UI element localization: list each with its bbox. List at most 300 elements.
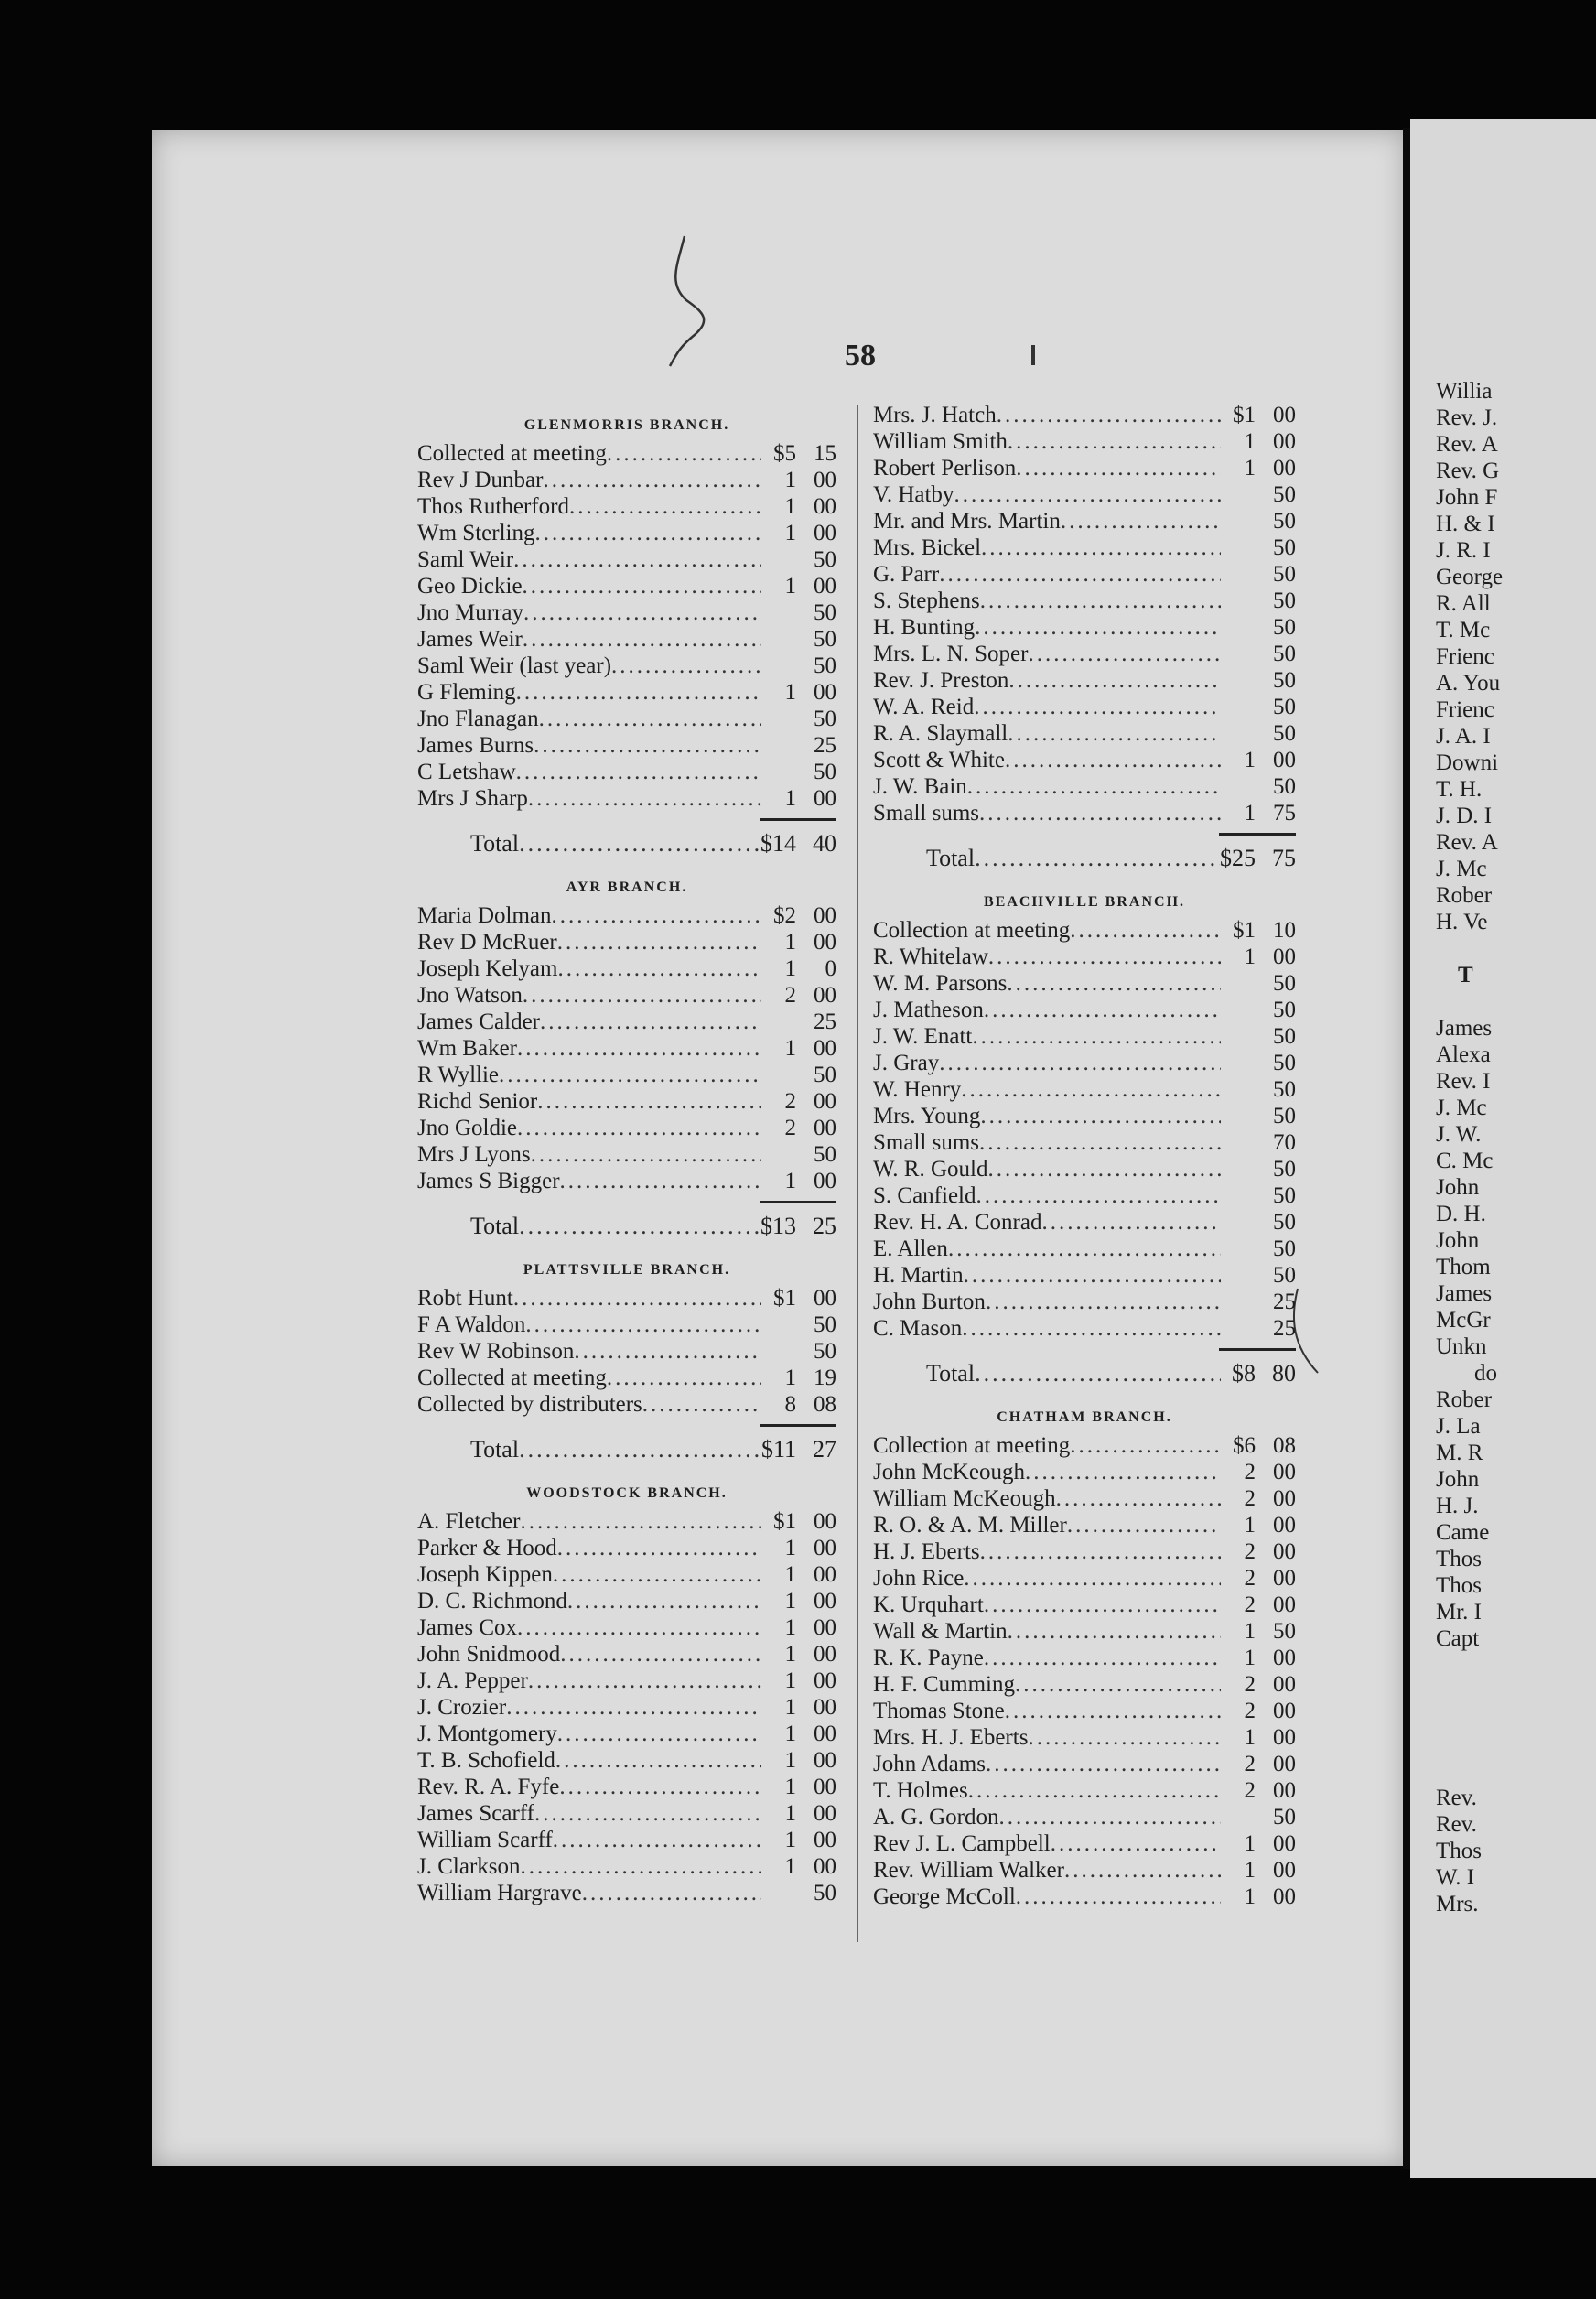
entry-cents: 70: [1273, 1130, 1296, 1155]
entry-name: R. A. Slaymall: [873, 721, 1008, 746]
entry-cents: 00: [1273, 1592, 1296, 1617]
entry-cents: 50: [1273, 721, 1296, 746]
entry-dollars: 1: [784, 1642, 796, 1667]
leader-dots: [979, 1130, 1221, 1156]
list-item: [873, 482, 1296, 509]
entry-cents: 00: [1273, 1672, 1296, 1697]
entry-name: Mrs. H. J. Eberts: [873, 1725, 1029, 1750]
facing-page-fragment: C. Mc: [1436, 1149, 1494, 1173]
entry-name: George McColl: [873, 1884, 1016, 1909]
list-item: [873, 1699, 1296, 1725]
list-item: [873, 1539, 1296, 1566]
leader-dots: [569, 494, 761, 520]
entry-dollars: 1: [784, 930, 796, 955]
leader-dots: [988, 944, 1221, 970]
entry-name: Jno Watson: [417, 983, 523, 1008]
entry-name: E. Allen: [873, 1236, 948, 1261]
entry-name: James Calder: [417, 1009, 540, 1034]
entry-name: Mrs J Lyons: [417, 1142, 531, 1167]
entry-name: J. W. Bain: [873, 774, 967, 799]
entry-cents: 00: [814, 983, 836, 1008]
entry-dollars: 1: [1244, 1858, 1256, 1883]
entry-name: William Smith: [873, 429, 1008, 454]
total-dollars: $25: [1220, 845, 1256, 871]
list-item: [417, 1036, 836, 1063]
entry-name: Maria Dolman: [417, 903, 552, 928]
facing-page-fragment: Thos: [1436, 1839, 1482, 1863]
section-title: AYR BRANCH.: [566, 880, 688, 895]
leader-dots: [499, 1063, 761, 1088]
entry-dollars: $1: [1233, 918, 1256, 943]
entry-name: Collected at meeting: [417, 1365, 607, 1390]
entry-name: Mrs. Young: [873, 1104, 981, 1128]
entry-cents: 50: [814, 653, 836, 678]
entry-name: Collected by distributers: [417, 1392, 642, 1417]
entry-cents: 75: [1273, 801, 1296, 826]
entry-name: V. Hatby: [873, 482, 954, 507]
leader-dots: [980, 1539, 1221, 1565]
list-item: [417, 1089, 836, 1116]
entry-cents: 50: [1273, 615, 1296, 640]
total-label: Total: [470, 830, 520, 857]
facing-page-fragment: Rev. A: [1436, 830, 1498, 855]
entry-name: Jno Flanagan: [417, 707, 539, 731]
facing-page-fragment: Frienc: [1436, 697, 1494, 722]
total-row: [417, 825, 836, 870]
leader-dots: [553, 1562, 761, 1588]
leader-dots: [519, 1213, 760, 1240]
entry-cents: 50: [1273, 1619, 1296, 1644]
total-dollars: $8: [1232, 1360, 1256, 1387]
entry-cents: 50: [1273, 509, 1296, 534]
entry-cents: 00: [814, 1509, 836, 1534]
list-item: [873, 971, 1296, 998]
entry-name: T. Holmes: [873, 1778, 968, 1803]
entry-cents: 00: [814, 1169, 836, 1193]
facing-page-fragment: Thos: [1436, 1573, 1482, 1598]
entry-cents: 50: [814, 1312, 836, 1337]
leader-dots: [975, 845, 1220, 872]
list-item: [873, 1831, 1296, 1858]
entry-name: Jno Goldie: [417, 1116, 518, 1140]
leader-dots: [1016, 456, 1221, 481]
list-item: [873, 1316, 1296, 1343]
entry-dollars: 2: [1244, 1699, 1256, 1723]
list-item: [873, 695, 1296, 721]
list-item: [417, 574, 836, 600]
entry-cents: 00: [814, 468, 836, 492]
entry-name: D. C. Richmond: [417, 1589, 567, 1614]
list-item: [417, 653, 836, 680]
list-item: [873, 1263, 1296, 1290]
entry-name: T. B. Schofield: [417, 1748, 555, 1773]
entry-name: W. Henry: [873, 1077, 962, 1102]
entry-name: A. G. Gordon: [873, 1805, 999, 1829]
entry-cents: 00: [1273, 1646, 1296, 1670]
entry-dollars: $6: [1233, 1433, 1256, 1458]
leader-dots: [557, 930, 761, 955]
pencil-mark-squiggle: [641, 229, 732, 375]
leader-dots: [523, 600, 761, 626]
leader-dots: [1005, 748, 1221, 773]
entry-cents: 00: [1273, 429, 1296, 454]
list-item: [873, 1884, 1296, 1911]
entry-cents: 50: [1273, 1077, 1296, 1102]
leader-dots: [986, 1290, 1221, 1315]
entry-name: Rev D McRuer: [417, 930, 557, 955]
facing-page-fragment: Rev.: [1436, 1812, 1477, 1837]
facing-page-fragment: Rev. I: [1436, 1069, 1491, 1094]
list-item: [873, 1024, 1296, 1051]
entry-cents: 00: [1273, 1486, 1296, 1511]
leader-dots: [540, 1009, 761, 1035]
list-item: [873, 1566, 1296, 1592]
entry-cents: 50: [1273, 998, 1296, 1022]
facing-page-fragment: J. A. I: [1436, 724, 1491, 749]
entry-cents: 10: [1273, 918, 1296, 943]
leader-dots: [523, 983, 761, 1009]
entry-name: John McKeough: [873, 1460, 1025, 1484]
leader-dots: [954, 482, 1221, 508]
entry-dollars: 1: [1244, 944, 1256, 969]
leader-dots: [961, 1077, 1221, 1103]
facing-page-fragment: T. H.: [1436, 777, 1483, 802]
entry-name: William McKeough: [873, 1486, 1056, 1511]
leader-dots: [975, 615, 1221, 641]
entry-dollars: 1: [1244, 1513, 1256, 1538]
list-item: [417, 600, 836, 627]
leader-dots: [534, 1801, 761, 1827]
list-item: [417, 1562, 836, 1589]
entry-name: James S Bigger: [417, 1169, 560, 1193]
leader-dots: [513, 1286, 761, 1311]
entry-cents: 00: [1273, 1566, 1296, 1591]
facing-page-fragment: Rev. J.: [1436, 405, 1498, 430]
leader-dots: [1051, 1831, 1221, 1857]
entry-name: James Scarff: [417, 1801, 534, 1826]
entry-name: A. Fletcher: [417, 1509, 521, 1534]
entry-dollars: 1: [784, 1589, 796, 1614]
entry-name: Collection at meeting: [873, 1433, 1071, 1458]
leader-dots: [528, 786, 761, 812]
entry-name: James Burns: [417, 733, 534, 758]
leader-dots: [1025, 1460, 1221, 1485]
entry-cents: 50: [814, 600, 836, 625]
section-title: CHATHAM BRANCH.: [997, 1409, 1172, 1425]
leader-dots: [543, 468, 761, 493]
blank-line: [1410, 1706, 1596, 1732]
entry-cents: 00: [814, 1536, 836, 1560]
entry-dollars: 1: [784, 574, 796, 599]
entry-cents: 00: [814, 1036, 836, 1061]
entry-cents: 00: [1273, 1460, 1296, 1484]
entry-name: Wm Baker: [417, 1036, 517, 1061]
entry-cents: 00: [1273, 1858, 1296, 1883]
entry-name: R. O. & A. M. Miller: [873, 1513, 1067, 1538]
facing-page-fragment: Thos: [1436, 1547, 1482, 1571]
entry-name: Rev. J. Preston: [873, 668, 1009, 693]
blank-line: [1410, 1679, 1596, 1706]
entry-dollars: $1: [1233, 403, 1256, 427]
list-item: [873, 562, 1296, 588]
entry-name: C. Mason: [873, 1316, 963, 1341]
total-cents: 80: [1272, 1360, 1296, 1387]
entry-cents: 00: [814, 1722, 836, 1746]
entry-cents: 00: [814, 680, 836, 705]
leader-dots: [574, 1339, 761, 1365]
total-rule: [760, 1424, 836, 1427]
entry-dollars: 1: [784, 1036, 796, 1061]
list-item: [417, 1116, 836, 1142]
list-item: [873, 1672, 1296, 1699]
list-item: [873, 918, 1296, 944]
list-item: [417, 956, 836, 983]
entry-dollars: 2: [1244, 1460, 1256, 1484]
entry-cents: 08: [1273, 1433, 1296, 1458]
list-item: [417, 441, 836, 468]
entry-name: H. Martin: [873, 1263, 964, 1288]
blank-line: [1410, 1732, 1596, 1759]
facing-page-fragment: Rev. A: [1436, 432, 1498, 457]
leader-dots: [1028, 1725, 1221, 1751]
leader-dots: [939, 562, 1221, 588]
entry-cents: 00: [814, 1615, 836, 1640]
list-item: [873, 774, 1296, 801]
section-title: PLATTSVILLE BRANCH.: [523, 1262, 731, 1278]
entry-cents: 00: [814, 1642, 836, 1667]
entry-cents: 19: [814, 1365, 836, 1390]
entry-name: Robert Perlison: [873, 456, 1017, 480]
entry-dollars: 1: [1244, 748, 1256, 772]
leader-dots: [1008, 668, 1221, 694]
leader-dots: [948, 1236, 1221, 1262]
list-item: [417, 983, 836, 1009]
entry-cents: 50: [814, 627, 836, 652]
list-item: [417, 1286, 836, 1312]
list-item: [873, 1104, 1296, 1130]
entry-cents: 50: [1273, 1210, 1296, 1235]
entry-cents: 00: [814, 1854, 836, 1879]
entry-name: John Burton: [873, 1290, 986, 1314]
leader-dots: [980, 588, 1221, 614]
leader-dots: [560, 1169, 761, 1194]
leader-dots: [984, 1646, 1221, 1671]
facing-page-fragment: H. Ve: [1436, 910, 1488, 934]
entry-cents: 00: [1273, 1699, 1296, 1723]
entry-cents: 50: [1273, 562, 1296, 587]
list-item: [417, 1169, 836, 1195]
list-item: [873, 1290, 1296, 1316]
entry-cents: 50: [1273, 642, 1296, 666]
list-item: [417, 627, 836, 653]
page-number: 58: [845, 339, 876, 372]
entry-name: William Scarff: [417, 1828, 553, 1852]
entry-dollars: 1: [1244, 1725, 1256, 1750]
leader-dots: [531, 1142, 761, 1168]
leader-dots: [1008, 429, 1221, 455]
leader-dots: [559, 1775, 761, 1800]
entry-cents: 0: [825, 956, 836, 981]
entry-cents: 50: [1273, 1024, 1296, 1049]
list-item: [417, 1312, 836, 1339]
entry-dollars: 1: [784, 956, 796, 981]
facing-page-fragment: H. & I: [1436, 512, 1495, 536]
leader-dots: [521, 1854, 762, 1880]
entry-dollars: $5: [773, 441, 796, 466]
entry-cents: 08: [814, 1392, 836, 1417]
section-title: WOODSTOCK BRANCH.: [526, 1485, 728, 1501]
leader-dots: [997, 403, 1221, 428]
leader-dots: [534, 733, 761, 759]
entry-dollars: 1: [784, 521, 796, 545]
total-rule: [760, 1201, 836, 1203]
leader-dots: [999, 1805, 1222, 1830]
entry-dollars: 1: [784, 1801, 796, 1826]
entry-cents: 00: [814, 1801, 836, 1826]
entry-dollars: 1: [1244, 801, 1256, 826]
list-item: [873, 721, 1296, 748]
page-tick-mark: [1031, 345, 1035, 365]
facing-page-fragment: D. H.: [1436, 1202, 1486, 1226]
entry-name: S. Stephens: [873, 588, 980, 613]
facing-page-fragment: Capt: [1436, 1626, 1480, 1651]
entry-dollars: $2: [773, 903, 796, 928]
entry-cents: 25: [1273, 1290, 1296, 1314]
list-item: [417, 1589, 836, 1615]
entry-name: Collection at meeting: [873, 918, 1071, 943]
entry-cents: 00: [1273, 748, 1296, 772]
facing-page-fragment: Mrs.: [1436, 1892, 1479, 1916]
entry-name: K. Urquhart: [873, 1592, 984, 1617]
entry-cents: 00: [814, 1775, 836, 1799]
list-item: [417, 903, 836, 930]
entry-cents: 50: [814, 1339, 836, 1364]
total-cents: 75: [1272, 845, 1296, 871]
leader-dots: [516, 760, 761, 785]
entry-name: Robt Hunt: [417, 1286, 513, 1311]
entry-name: John Adams: [873, 1752, 986, 1776]
entry-cents: 50: [814, 547, 836, 572]
entry-cents: 50: [1273, 1183, 1296, 1208]
entry-name: H. J. Eberts: [873, 1539, 980, 1564]
list-item: [417, 1339, 836, 1365]
leader-dots: [1005, 1699, 1221, 1724]
leader-dots: [974, 695, 1221, 720]
blank-line: [1410, 989, 1596, 1016]
facing-page-fragment: Came: [1436, 1520, 1490, 1545]
facing-page-fragment: James: [1436, 1016, 1493, 1041]
list-item: [873, 1210, 1296, 1236]
list-item: [873, 801, 1296, 827]
entry-cents: 50: [1273, 971, 1296, 996]
list-item: [873, 1486, 1296, 1513]
list-item: [873, 1592, 1296, 1619]
list-item: [417, 680, 836, 707]
list-item: [417, 1536, 836, 1562]
facing-page-fragment: J. W.: [1436, 1122, 1482, 1147]
entry-name: Scott & White: [873, 748, 1005, 772]
entry-cents: 50: [1273, 535, 1296, 560]
list-item: [873, 456, 1296, 482]
list-item: [873, 1183, 1296, 1210]
leader-dots: [986, 1752, 1221, 1777]
entry-dollars: 2: [1244, 1752, 1256, 1776]
entry-name: G Fleming: [417, 680, 516, 705]
entry-cents: 00: [814, 1116, 836, 1140]
leader-dots: [523, 627, 761, 653]
list-item: [873, 944, 1296, 971]
list-item: [417, 1695, 836, 1722]
total-label: Total: [470, 1436, 520, 1463]
entry-cents: 00: [814, 494, 836, 519]
leader-dots: [984, 998, 1221, 1023]
entry-dollars: 1: [784, 1854, 796, 1879]
list-item: [417, 547, 836, 574]
entry-name: Mr. and Mrs. Martin: [873, 509, 1061, 534]
entry-cents: 00: [814, 1668, 836, 1693]
leader-dots: [1067, 1513, 1221, 1538]
entry-cents: 00: [1273, 1831, 1296, 1856]
entry-name: Wm Sterling: [417, 521, 535, 545]
entry-name: Thos Rutherford: [417, 494, 569, 519]
entry-dollars: 2: [784, 983, 796, 1008]
entry-dollars: 2: [1244, 1566, 1256, 1591]
entry-cents: 50: [814, 1881, 836, 1905]
leader-dots: [557, 1536, 761, 1561]
facing-page-fragment: John: [1436, 1228, 1480, 1253]
list-item: [417, 1392, 836, 1419]
entry-cents: 00: [1273, 944, 1296, 969]
leader-dots: [967, 774, 1221, 800]
list-item: [873, 668, 1296, 695]
facing-page-fragment: Downi: [1436, 750, 1499, 775]
blank-line: [1410, 1653, 1596, 1679]
entry-dollars: 1: [784, 468, 796, 492]
list-item: [873, 1646, 1296, 1672]
entry-name: Geo Dickie: [417, 574, 523, 599]
list-item: [417, 1828, 836, 1854]
entry-dollars: 2: [1244, 1672, 1256, 1697]
facing-page-fragment: Alexa: [1436, 1042, 1491, 1067]
leader-dots: [553, 1828, 761, 1853]
entry-name: Joseph Kippen: [417, 1562, 553, 1587]
facing-page: [1410, 119, 1596, 2178]
leader-dots: [582, 1881, 761, 1906]
list-item: [873, 1051, 1296, 1077]
entry-dollars: 2: [1244, 1778, 1256, 1803]
entry-dollars: 1: [1244, 1619, 1256, 1644]
entry-name: John Rice: [873, 1566, 965, 1591]
leader-dots: [1041, 1210, 1221, 1236]
list-item: [417, 1801, 836, 1828]
list-item: [873, 1725, 1296, 1752]
facing-page-fragment: J. R. I: [1436, 538, 1491, 563]
leader-dots: [1070, 918, 1221, 944]
entry-dollars: $1: [773, 1286, 796, 1311]
entry-name: Rev. H. A. Conrad: [873, 1210, 1042, 1235]
entry-dollars: 1: [784, 1748, 796, 1773]
facing-page-fragment: J. Mc: [1436, 1096, 1487, 1120]
list-item: [873, 403, 1296, 429]
entry-dollars: 1: [784, 1722, 796, 1746]
leader-dots: [560, 1642, 761, 1668]
entry-name: William Hargrave: [417, 1881, 582, 1905]
entry-cents: 50: [1273, 695, 1296, 719]
entry-cents: 00: [1273, 1884, 1296, 1909]
total-cents: 25: [813, 1213, 836, 1239]
total-row: [873, 1355, 1296, 1400]
facing-page-fragment: do: [1474, 1361, 1497, 1386]
